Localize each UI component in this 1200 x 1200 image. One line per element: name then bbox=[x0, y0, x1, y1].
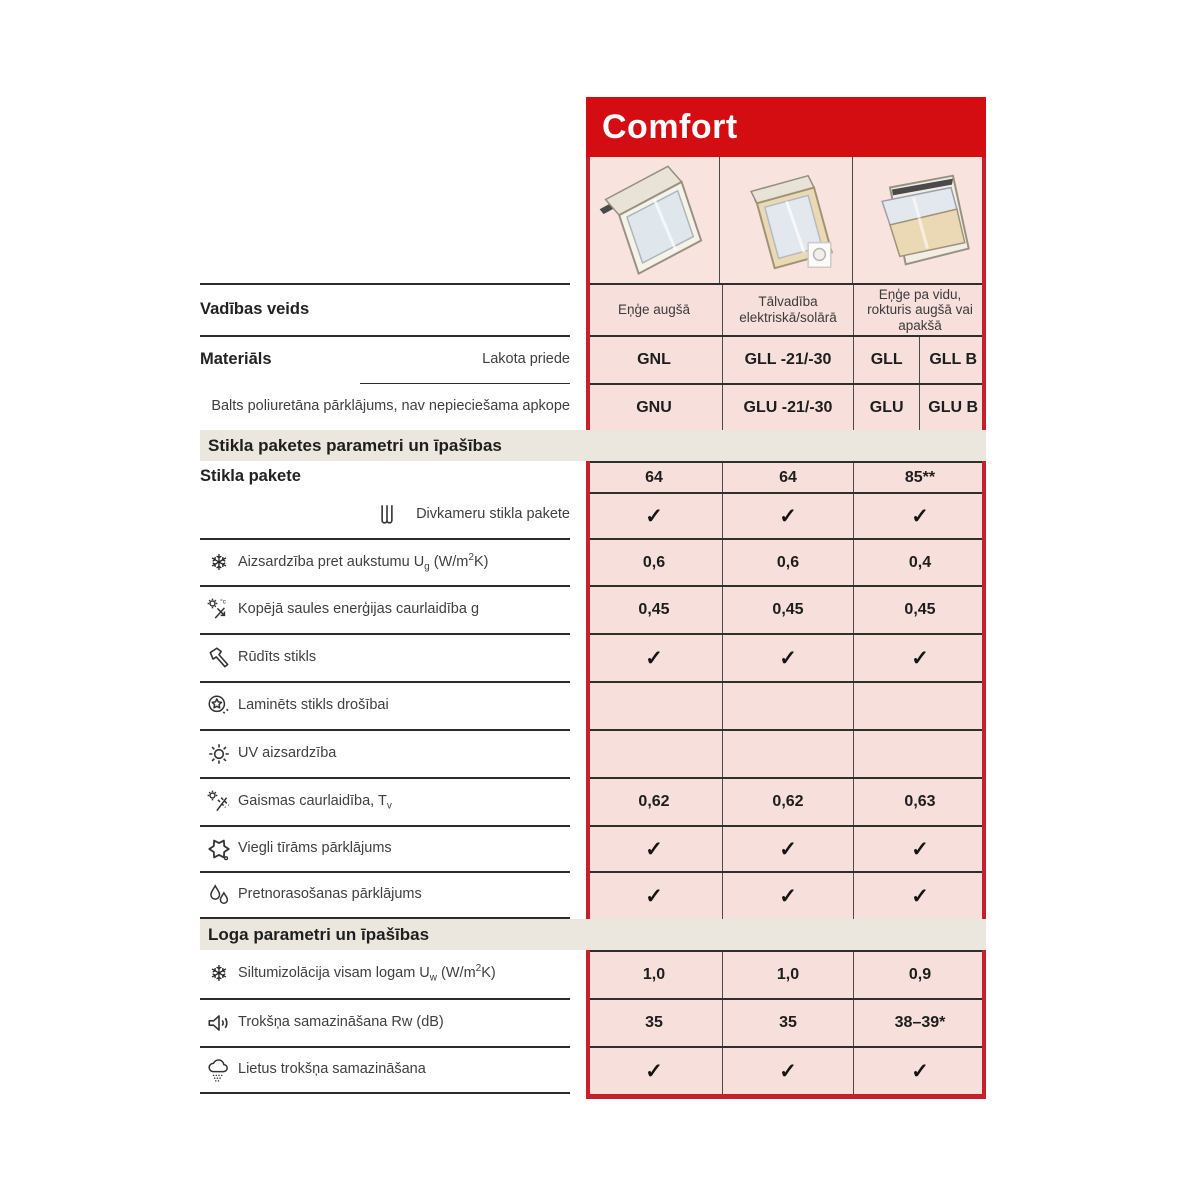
laminated-glass-value-row bbox=[586, 681, 986, 729]
laminated-glass-value-3 bbox=[853, 683, 986, 729]
uv-protection-label-row bbox=[200, 729, 570, 777]
tempered-glass-check-1: ✓ bbox=[645, 646, 663, 670]
glazing-pack-value-row bbox=[586, 461, 986, 492]
rain-cloud-icon bbox=[200, 1057, 238, 1083]
page-title: Comfort bbox=[602, 107, 738, 146]
remote-electric-window-image bbox=[719, 157, 853, 283]
triple-glazing-icon bbox=[368, 502, 406, 528]
double-chamber-label-row bbox=[200, 492, 570, 538]
laminated-glass-label-row bbox=[200, 681, 570, 729]
code-gnl: GNL bbox=[637, 351, 671, 368]
noise-reduction-value-1: 35 bbox=[645, 1014, 663, 1031]
thermal-insulation-value-1: 1,0 bbox=[642, 966, 666, 983]
solar-energy-icon bbox=[200, 597, 238, 623]
rain-noise-check-3: ✓ bbox=[853, 1048, 986, 1094]
easy-clean-label-row bbox=[200, 825, 570, 871]
top-hinged-window-art bbox=[586, 158, 719, 282]
light-transmittance-label-row bbox=[200, 777, 570, 825]
light-transmittance-icon bbox=[200, 789, 238, 815]
hammer-icon bbox=[200, 645, 238, 671]
gear-icon bbox=[200, 836, 238, 862]
control-type-label-row bbox=[200, 283, 570, 335]
cold-protection-label-row bbox=[200, 538, 570, 585]
noise-reduction-value-row bbox=[586, 998, 986, 1046]
uv-protection-value-1 bbox=[586, 731, 722, 777]
anti-dew-label: Pretnorasošanas pārklājums bbox=[238, 886, 422, 903]
noise-reduction-label: Trokšņa samazināšana Rw (dB) bbox=[238, 1014, 444, 1031]
material-label-row bbox=[200, 335, 570, 383]
uv-protection-label: UV aizsardzība bbox=[238, 745, 337, 762]
thermal-insulation-value-2: 1,0 bbox=[722, 952, 853, 998]
glazing-pack-value-3: 85** bbox=[853, 463, 986, 492]
solar-energy-label-row bbox=[200, 585, 570, 633]
tempered-glass-check-3: ✓ bbox=[853, 635, 986, 681]
glazing-pack-value-1: 64 bbox=[645, 468, 663, 486]
cold-protection-value-row bbox=[586, 538, 986, 585]
solar-energy-label: Kopējā saules enerģijas caurlaidība g bbox=[238, 601, 480, 618]
laminated-glass-icon bbox=[200, 693, 238, 719]
glass-section-title: Stikla paketes parametri un īpašības bbox=[208, 435, 502, 455]
anti-dew-label-row bbox=[200, 871, 570, 919]
light-transmittance-value-row bbox=[586, 777, 986, 825]
control-type-label: Vadības veids bbox=[200, 300, 310, 319]
anti-dew-value-row bbox=[586, 871, 986, 919]
solar-energy-value-3: 0,45 bbox=[853, 587, 986, 633]
thermal-insulation-value-3: 0,9 bbox=[853, 952, 986, 998]
window-images-row bbox=[586, 157, 986, 283]
rain-noise-label-row bbox=[200, 1046, 570, 1094]
material-variant-1: Lakota priede bbox=[482, 351, 570, 368]
rain-noise-value-row bbox=[586, 1046, 986, 1094]
easy-clean-value-row bbox=[586, 825, 986, 871]
cold-protection-value-1: 0,6 bbox=[642, 553, 666, 571]
glass-section-band bbox=[200, 430, 986, 461]
comfort-header-band bbox=[586, 97, 986, 157]
control-option-1: Eņģe augšā bbox=[617, 302, 691, 318]
code-gll: GLL bbox=[853, 337, 919, 383]
easy-clean-check-2: ✓ bbox=[722, 827, 853, 871]
droplets-icon bbox=[200, 882, 238, 908]
solar-energy-value-row bbox=[586, 585, 986, 633]
centre-pivot-window-image bbox=[852, 157, 986, 283]
double-chamber-value-row bbox=[586, 492, 986, 538]
noise-reduction-value-3: 38–39* bbox=[853, 1000, 986, 1046]
material-codes-row-2 bbox=[586, 383, 986, 430]
thermal-insulation-value-row bbox=[586, 950, 986, 998]
easy-clean-check-3: ✓ bbox=[853, 827, 986, 871]
window-section-band bbox=[200, 919, 986, 950]
cold-protection-label: Aizsardzība pret aukstumu $U_g$ $(W/m^2K)$ bbox=[238, 551, 489, 573]
light-transmittance-label: Gaismas caurlaidība, $T_v$ bbox=[238, 792, 392, 812]
laminated-glass-label: Laminēts stikls drošībai bbox=[238, 697, 389, 714]
control-option-2: Tālvadība elektriskā/solārā bbox=[722, 285, 853, 335]
window-section-title: Loga parametri un īpašības bbox=[208, 924, 430, 944]
tempered-glass-label-row bbox=[200, 633, 570, 681]
top-hinged-window-image bbox=[586, 157, 719, 283]
code-glu-b: GLU B bbox=[919, 385, 986, 430]
uv-protection-value-3 bbox=[853, 731, 986, 777]
rain-noise-check-2: ✓ bbox=[722, 1048, 853, 1094]
material-codes-row-1 bbox=[586, 335, 986, 383]
rain-noise-label: Lietus trokšņa samazināšana bbox=[238, 1061, 426, 1078]
control-option-3: Eņģe pa vidu, rokturis augšā vai apakšā bbox=[853, 285, 986, 335]
rain-noise-check-1: ✓ bbox=[645, 1059, 663, 1083]
code-gll-21-30: GLL -21/-30 bbox=[722, 337, 853, 383]
cold-protection-value-2: 0,6 bbox=[722, 540, 853, 585]
double-chamber-check-3: ✓ bbox=[853, 494, 986, 538]
solar-energy-value-1: 0,45 bbox=[638, 601, 670, 618]
uv-protection-value-2 bbox=[722, 731, 853, 777]
glazing-pack-label-row bbox=[200, 461, 570, 492]
tempered-glass-label: Rūdīts stikls bbox=[238, 649, 317, 666]
laminated-glass-value-2 bbox=[722, 683, 853, 729]
cold-protection-value-3: 0,4 bbox=[853, 540, 986, 585]
double-chamber-check-1: ✓ bbox=[645, 504, 663, 528]
double-chamber-label: Divkameru stikla pakete bbox=[416, 506, 570, 523]
snowflake-icon: ❄ bbox=[209, 549, 229, 575]
light-transmittance-value-1: 0,62 bbox=[638, 793, 670, 810]
code-gll-b: GLL B bbox=[919, 337, 986, 383]
speaker-icon bbox=[200, 1010, 238, 1036]
snowflake-icon: ❄ bbox=[209, 961, 229, 986]
svg-text:°c: °c bbox=[220, 598, 226, 606]
easy-clean-check-1: ✓ bbox=[645, 837, 663, 861]
material-variant-2-row bbox=[200, 383, 570, 430]
light-transmittance-value-3: 0,63 bbox=[853, 779, 986, 825]
light-transmittance-value-2: 0,62 bbox=[722, 779, 853, 825]
noise-reduction-value-2: 35 bbox=[722, 1000, 853, 1046]
double-chamber-check-2: ✓ bbox=[722, 494, 853, 538]
tempered-glass-value-row bbox=[586, 633, 986, 681]
remote-electric-window-art bbox=[721, 158, 851, 282]
easy-clean-label: Viegli tīrāms pārklājums bbox=[238, 840, 392, 857]
code-gnu: GNU bbox=[636, 398, 672, 416]
laminated-glass-value-1 bbox=[586, 683, 722, 729]
control-type-value-row bbox=[586, 283, 986, 335]
anti-dew-check-2: ✓ bbox=[722, 873, 853, 919]
code-glu: GLU bbox=[853, 385, 919, 430]
anti-dew-check-1: ✓ bbox=[645, 884, 663, 908]
glazing-pack-label: Stikla pakete bbox=[200, 466, 301, 485]
anti-dew-check-3: ✓ bbox=[853, 873, 986, 919]
centre-pivot-window-art bbox=[854, 158, 986, 282]
code-glu-21-30: GLU -21/-30 bbox=[722, 385, 853, 430]
thermal-insulation-label-row bbox=[200, 950, 570, 998]
material-label: Materiāls bbox=[200, 350, 272, 369]
glazing-pack-value-2: 64 bbox=[722, 463, 853, 492]
solar-energy-value-2: 0,45 bbox=[722, 587, 853, 633]
noise-reduction-label-row bbox=[200, 998, 570, 1046]
thermal-insulation-label: Siltumizolācija visam logam $U_w$ $(W/m^2K)$ bbox=[238, 963, 496, 984]
material-variant-2: Balts poliuretāna pārklājums, nav nepieciešama apkope bbox=[211, 397, 570, 414]
tempered-glass-check-2: ✓ bbox=[722, 635, 853, 681]
sun-icon bbox=[200, 741, 238, 767]
uv-protection-value-row bbox=[586, 729, 986, 777]
